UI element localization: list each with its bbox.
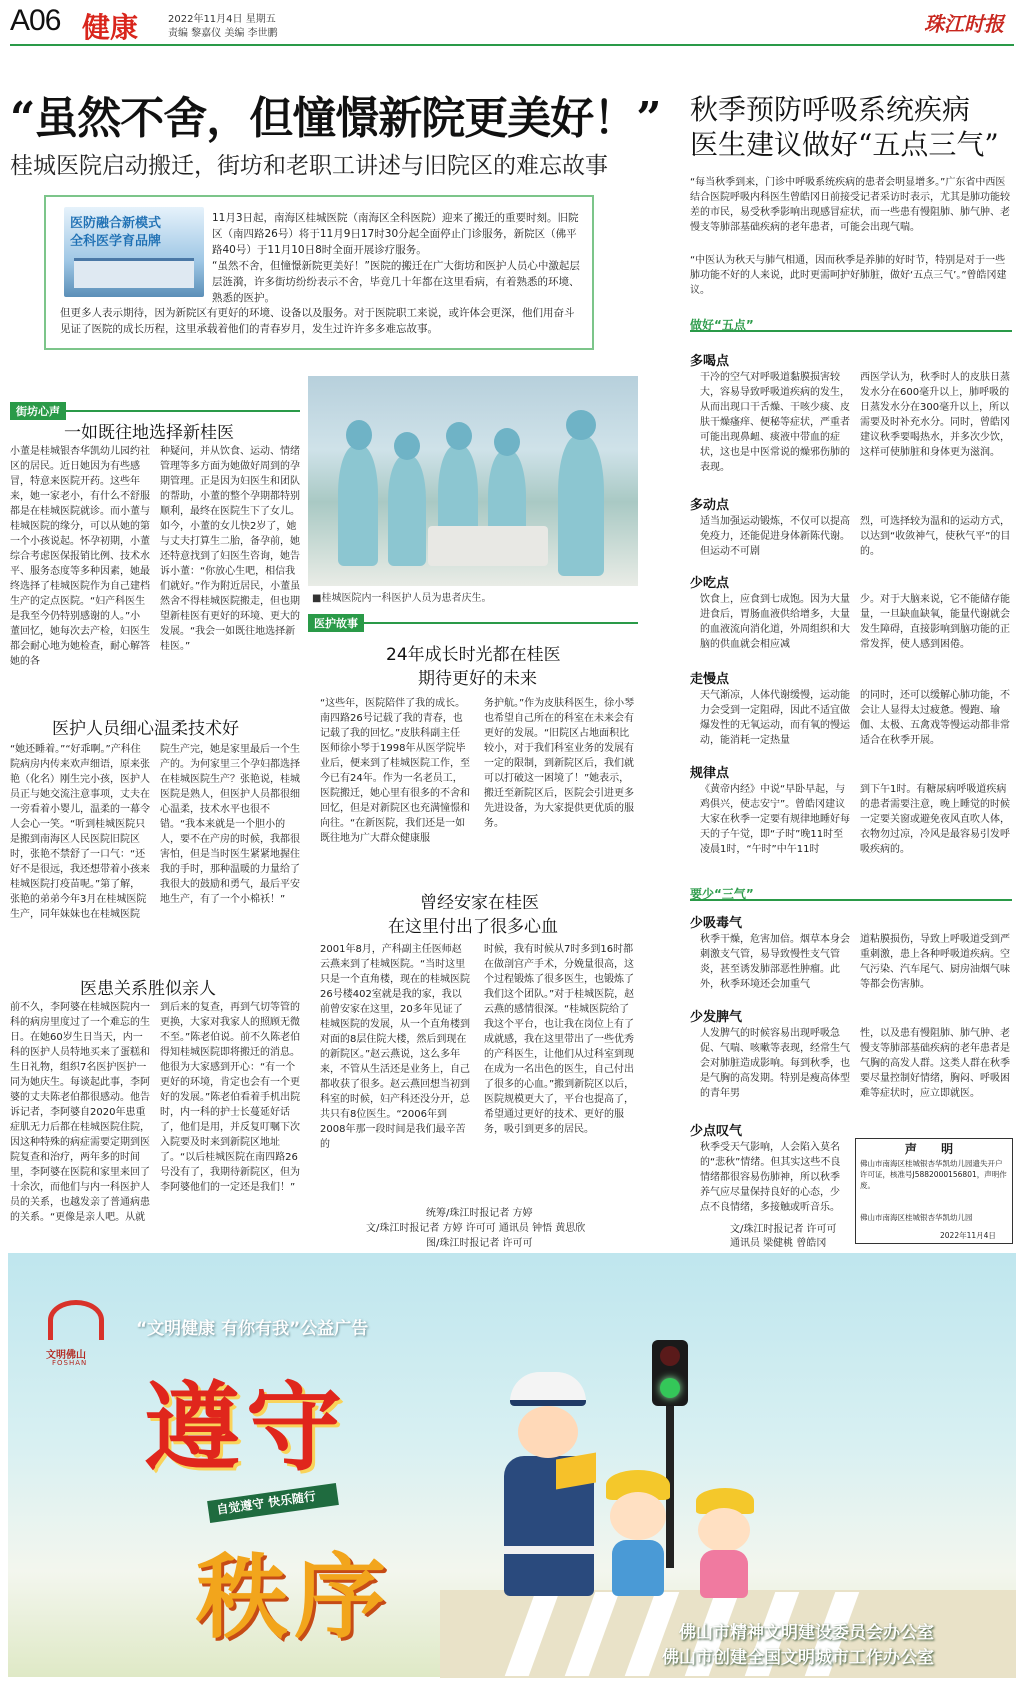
lead-subheadline: 桂城医院启动搬迁，街坊和老职工讲述与旧院区的难忘故事: [10, 153, 608, 179]
body-column: 务护航。”作为皮肤科医生，徐小琴也希望自己所在的科室在未来会有更好的发展。“旧院区占地面积比较小，对于我们科室业务的发展有一定的限制，到新院区后，我们就可以打破这一困境了！”她表示，搬迁至新院区后，医院会引进更多先进设备，为大家提供更优质的服务。: [484, 698, 635, 829]
nurse-figure: [388, 456, 426, 566]
story-headline: 医护人员细心温柔技术好: [52, 719, 239, 739]
subheading: 多动点: [690, 498, 730, 513]
ad-headline-order: 秩序: [196, 1543, 393, 1651]
column-text: 少。对于大脑来说，它不能储存能量，一旦缺血缺氧，能量代谢就会发生障碍，直接影响到脑功能的正常发挥，使人感到困倦。: [860, 594, 1010, 650]
subheading: 多喝点: [690, 354, 730, 369]
column-text: 适当加强运动锻炼，不仅可以提高免疫力，还能促进身体新陈代谢。但运动不可剧: [700, 516, 850, 557]
subheading: 少发脾气: [690, 1010, 743, 1025]
subheading: 少点叹气: [690, 1124, 743, 1139]
foshan-logo-icon: [48, 1300, 104, 1340]
column-text: 西医学认为，秋季时人的皮肤日蒸发水分在600毫升以上，肺呼吸的日蒸发水分在300毫升以上，所以需要及时补充水分。同时，曾皓冈建议秋季要喝热水，并多次少饮，这样可使肺脏和身体更为滋润。: [860, 372, 1010, 458]
column-text: 饮食上，应食到七成饱。因为大量进食后，胃肠血液供给增多，大量的血液流向消化道，外周组织和大脑的供血就会相应减: [700, 594, 850, 650]
statement-org: 佛山市南海区桂城银杏华凯幼儿园: [860, 1213, 973, 1222]
section-title: 健康: [82, 11, 139, 44]
column-text: 天气渐凉，人体代谢缓慢，运动能力会受到一定阻碍，因此不适宜做爆发性的无氧运动，而有氧的慢运动，能消耗一定热量: [700, 690, 850, 746]
nurse-cap: [394, 432, 420, 460]
lead-paragraph: “虽然不舍，但憧憬新院更美好！”医院的搬迁在广大街坊和医护人员心中激起层层涟漪，许多街坊纷纷表示不舍，毕竟几十年都在这里看病，有着熟悉的环境、熟悉的医护。: [212, 260, 580, 304]
byline: 文/珠江时报记者 许可可: [730, 1224, 837, 1235]
column-text: 的同时，还可以缓解心肺功能，不会让人显得太过疲惫。慢跑、瑜伽、太极、五禽戏等慢运动都非常适合在秋季开展。: [860, 690, 1010, 746]
ad-logo-en: FOSHAN: [52, 1359, 88, 1367]
officer-face: [518, 1406, 578, 1458]
editor-line: 责编 黎嘉仪 美编 李世鹏: [168, 28, 278, 39]
hospital-bed: [428, 526, 548, 566]
byline: 文/珠江时报记者 方婷 许可可 通讯员 钟悟 黄思欣: [366, 1223, 586, 1234]
body-column: 到后来的复查，再到气切等管的更换，大家对我家人的照顾无微不至。”陈老伯说。前不久陈老伯得知桂城医院即将搬迁的消息。他很为大家感到开心：“有一个更好的环境，肯定也会有一个更好的发展。”陈老伯看着手机出院时，内一科的护士长蔓延好话了，他们是用，并反复叮嘱下次入院要及时来到新院区地址了。“以后桂城医院在南四路26号没有了，我期待新院区，但为李阿婆他们的一定还是我们！”: [160, 1002, 301, 1193]
lead-headline: “虽然不舍，但憧憬新院更美好！”: [10, 93, 661, 144]
subheading: 走慢点: [690, 672, 730, 687]
byline: 图/珠江时报记者 许可可: [426, 1238, 533, 1249]
child-face: [698, 1508, 750, 1552]
promo-line-2: 全科医学育品牌: [70, 234, 162, 249]
nurse-cap: [446, 422, 472, 450]
tag-label: 街坊心声: [10, 402, 66, 420]
respiratory-intro: “中医认为秋天与肺气相通，因而秋季是养肺的好时节，特别是对于一些肺功能不好的人来说，此时更需呵护好肺脏，做好‘五点三气’。”曾皓冈建议。: [690, 255, 1007, 296]
respiratory-headline: 医生建议做好“五点三气”: [690, 128, 999, 161]
officer-belt: [504, 1546, 594, 1554]
respiratory-intro: “每当秋季到来，门诊中呼吸系统疾病的患者会明显增多。”广东省中西医结合医院呼吸内科医生曾皓冈日前接受记者采访时表示，尤其是肺功能较差的市民，易受秋季影响出现感冒症状，而一些患有慢阻肺、肺气肿、老慢支等肺部基础疾病的老年患者，可能会出现气喘。: [690, 177, 1010, 233]
subheading: 少吃点: [690, 576, 730, 591]
statement-body: 佛山市南海区桂城银杏华凯幼儿园遗失开户许可证，核准号J5882000156801，声明作废。: [860, 1159, 1007, 1190]
statement-date: 2022年11月4日: [940, 1231, 996, 1240]
column-text: 《黄帝内经》中说“早卧早起，与鸡俱兴，使志安宁”。曾皓冈建议大家在秋季一定要有规律地睡好每天的子午觉，即“子时”晚11时至凌晨1时，“午时”中午11时: [700, 784, 850, 855]
nurse-cap: [494, 428, 520, 456]
ad-ribbon-text: 自觉遵守 快乐随行: [215, 1489, 317, 1517]
story-headline: 曾经安家在桂医: [420, 893, 539, 913]
child-body: [700, 1550, 748, 1598]
story-headline: 在这里付出了很多心血: [388, 917, 558, 937]
tag-label: 医护故事: [308, 614, 364, 632]
byline: 统筹/珠江时报记者 方婷: [426, 1208, 533, 1219]
body-column: 院生产完，她是家里最后一个生产的。为何家里三个孕妇都选择在桂城医院生产？张艳说，桂城医院是熟人，但医护人员都很细心温柔，技术水平也很不错。“我本来就是一个胆小的人，要不在产房的时候，我都很害怕，但是当时医生紧紧地握住我的手时，那种温暖的力量给了我很大的鼓励和勇气，最后平安地生产，有了一个小棉袄！”: [160, 744, 300, 905]
child-face: [610, 1492, 666, 1540]
lead-paragraph: 11月3日起，南海区桂城医院（南海区全科医院）迎来了搬迁的重要时刻。旧院区（南四路26号）将于11月9日17时30分起全面停止门诊服务，新院区（佛平路40号）于11月10日8时全面开展诊疗服务。: [212, 212, 579, 256]
body-column: 2001年8月，产科副主任医师赵云燕来到了桂城医院。“当时这里只是一个直角楼，现在的桂城医院26号楼402室就是我的家，我以前曾安家在这里，20多年见证了桂城医院的发展，从一个直角楼到对面的8层住院大楼，然后到现在的新院区。”赵云燕说，这么多年来，不管从生活还是业务上，自己都收获了很多。赵云燕回想当初到科室的时候，妇产科还没分开，总共只有8位医生。“2006年到2008年那一段时间是我们最辛苦的: [320, 944, 470, 1150]
body-column: “这些年，医院陪伴了我的成长。南四路26号记载了我的青春，也记载了我的回忆。”皮肤科副主任医师徐小琴于1998年从医学院毕业后，便来到了桂城医院工作，至今已有24年。作为一名老员工，医院搬迁，她心里有很多的不舍和回忆，但是对新院区也充满憧憬和向往。“在新医院，我们还是一如既往地为广大群众健康服: [320, 698, 470, 844]
nurse-figure: [558, 436, 604, 576]
column-text: 秋季干燥，危害加倍。烟草本身会刺激支气管，易导致慢性支气管炎，甚至诱发肺部恶性肿瘤。此外，秋季环境还会加重气: [700, 934, 850, 990]
body-column: 种疑问，并从饮食、运动、情绪管理等多方面为她做好周到的孕期管理。正是因为妇医生和团队的帮助，小董的整个孕期都特别顺利，最终在医院生下了女儿。如今，小董的女儿快2岁了，她与丈夫打算生二胎，备孕前，她还特意找到了妇医生咨询，她告诉小董：“你放心生吧，相信我们就好。”作为附近居民，小董虽然舍不得桂城医院搬走，但也期望新桂医有更好的环境、更大的发展。“我会一如既往地选择新桂医。”: [160, 446, 301, 652]
red-light-icon: [660, 1346, 680, 1366]
story-headline: 医患关系胜似亲人: [80, 979, 216, 999]
band-label-five-points: 做好“五点”: [690, 318, 754, 332]
story-headline: 期待更好的未来: [418, 669, 537, 689]
green-light-icon: [660, 1378, 680, 1398]
story-headline: 一如既往地选择新桂医: [64, 423, 234, 443]
statement-title: 声 明: [904, 1142, 964, 1156]
column-text: 人发脾气的时候容易出现呼吸急促、气喘、咳嗽等表现，经常生气会对肺脏造成影响。每到秋季，也是气胸的高发期。特别是瘦高体型的青年男: [700, 1028, 850, 1099]
nurse-cap: [566, 410, 596, 440]
child-body: [612, 1540, 664, 1596]
column-text: 性，以及患有慢阻肺、肺气肿、老慢支等肺部基础疾病的老年患者是气胸的高发人群。这类人群在秋季要尽量控制好情绪，胸闷、呼吸困难等症状时，应立即就医。: [860, 1028, 1010, 1099]
subheading: 少吸毒气: [690, 916, 743, 931]
column-text: 道粘膜损伤，导致上呼吸道受到严重刺激，患上各种呼吸道疾病。空气污染、汽车尾气、厨房油烟气味等都会伤害肺。: [860, 934, 1010, 990]
lead-paragraph: 但更多人表示期待，因为新院区有更好的环境、设备以及服务。对于医院职工来说，或许体会更深，他们用奋斗见证了医院的成长历程，这里承载着他们的青春岁月，发生过许许多多难忘故事。: [60, 307, 575, 335]
ad-slogan: “文明健康 有你有我”公益广告: [136, 1319, 369, 1339]
ad-headline-obey: 遵守: [144, 1371, 348, 1484]
body-column: 前不久，李阿婆在桂城医院内一科的病房里度过了一个难忘的生日。在她60岁生日当天，内一科的医护人员特地买来了蛋糕和生日礼物，组织7名医护医护一同为她庆生。每谈起此事，李阿婆的丈夫陈老伯都很感动。他告诉记者，李阿婆自2020年患重症肌无力后都在桂城医院住院，因这种特殊的病症需要定期到医院复查和治疗，两年多的时间里，李阿婆在医院和家里来回了十余次，而他们与内一科医护人员的关系，也越发亲了普通病患的关系。“更像是亲人吧。从就: [10, 1002, 150, 1223]
subheading: 规律点: [690, 766, 730, 781]
column-text: 秋季受天气影响，人会陷入莫名的“悲秋”情绪。但其实这些不良情绪都很容易伤肺神，所以秋季养气应尽量保持良好的心态，少点不良情绪，多接触或听音乐。: [700, 1142, 841, 1213]
child-illustration: [690, 1488, 762, 1600]
ad-organizer: 佛山市精神文明建设委员会办公室: [679, 1623, 934, 1643]
nurses-celebration-photo: [308, 376, 638, 586]
body-column: “她还睡着。”“好乖啊。”产科住院病房内传来欢声细语，原来张艳（化名）刚生完小孩，医护人员正与她交流注意事项，丈夫在一旁看着小婴儿，温柔的一幕令人会心一笑。“听到桂城医院只是搬到南海区人民医院旧院区时，张艳不禁舒了一口气：“还好不是很远，我还想带着小孩来桂城医院打疫苗呢。”第了解，张艳的弟弟今年3月在桂城医院生产，同年妹妹也在桂城医院: [10, 744, 150, 920]
column-text: 烈，可选择较为温和的运动方式，以达到“收敛神气，使秋气平”的目的。: [860, 516, 1011, 557]
nurse-figure: [338, 446, 378, 566]
promo-line-1: 医防融合新模式: [70, 216, 162, 231]
ad-logo-text: 文明佛山: [46, 1350, 86, 1361]
page-number: A06: [10, 4, 61, 37]
respiratory-headline: 秋季预防呼吸系统疾病: [690, 93, 971, 126]
date-line: 2022年11月4日 星期五: [168, 14, 276, 25]
newspaper-logo: 珠江时报: [924, 12, 1004, 36]
ad-organizer: 佛山市创建全国文明城市工作办公室: [662, 1648, 934, 1668]
body-column: 时候，我有时候从7时多到16时都在做剖宫产手术，分娩量很高，这个过程锻炼了很多医生，也锻炼了我们这个团队。”对于桂城医院，赵云燕的感情很深。“桂城医院给了我这个平台，也让我在岗位上有了成就感，我在这里带出了一些优秀的产科医生，让他们从过科室到现在成为一名出色的医生，自己付出了很多的心血。”搬到新院区以后，医院规模更大了，平台也提高了，希望通过更好的技术、更好的服务，吸引到更多的居民。: [484, 944, 635, 1135]
column-text: 干冷的空气对呼吸道黏膜损害较大，容易导致呼吸道疾病的发生，从而出现口干舌燥、干咳少痰、皮肤干燥瘙痒、便秘等症状，严重者可能出现鼻衄、痰液中带血的症状，这也是中医常说的燥邪伤肺的表现。: [700, 372, 850, 473]
story-headline: 24年成长时光都在桂医: [386, 645, 561, 665]
photo-caption: ■桂城医院内一科医护人员为患者庆生。: [312, 593, 492, 604]
band-label-three-qi: 要少“三气”: [690, 887, 754, 901]
body-column: 小董是桂城银杏华凯幼儿园约社区的居民。近日她因为有些感冒，特意来医院开药。这些年来，她一家老小，有什么不舒服都是在桂城医院就诊。而小董与桂城医院的缘分，可以从她的第一个小孩说起。怀孕初期，小董综合考虑医保报销比例、技术水平、服务态度等多种因素，她最终选择了桂城医院作为自己建档生产的定点医院。“妇产科医生是我至今仍特别感谢的人。”小董回忆，她每次去产检，妇医生都会耐心地为她检查，耐心解答她的各: [10, 446, 150, 667]
top-rule: [10, 44, 1014, 46]
column-text: 到下午1时。有糖尿病呼吸道疾病的患者需要注意，晚上睡觉的时候一定要关窗或避免夜风直吹人体，衣物勿过凉，冷风是最容易引发呼吸疾病的。: [860, 784, 1010, 855]
byline: 通讯员 梁健桃 曾皓冈: [730, 1238, 827, 1249]
hospital-building-graphic: [74, 258, 194, 288]
child-illustration: [600, 1470, 680, 1600]
nurse-cap: [346, 420, 372, 450]
